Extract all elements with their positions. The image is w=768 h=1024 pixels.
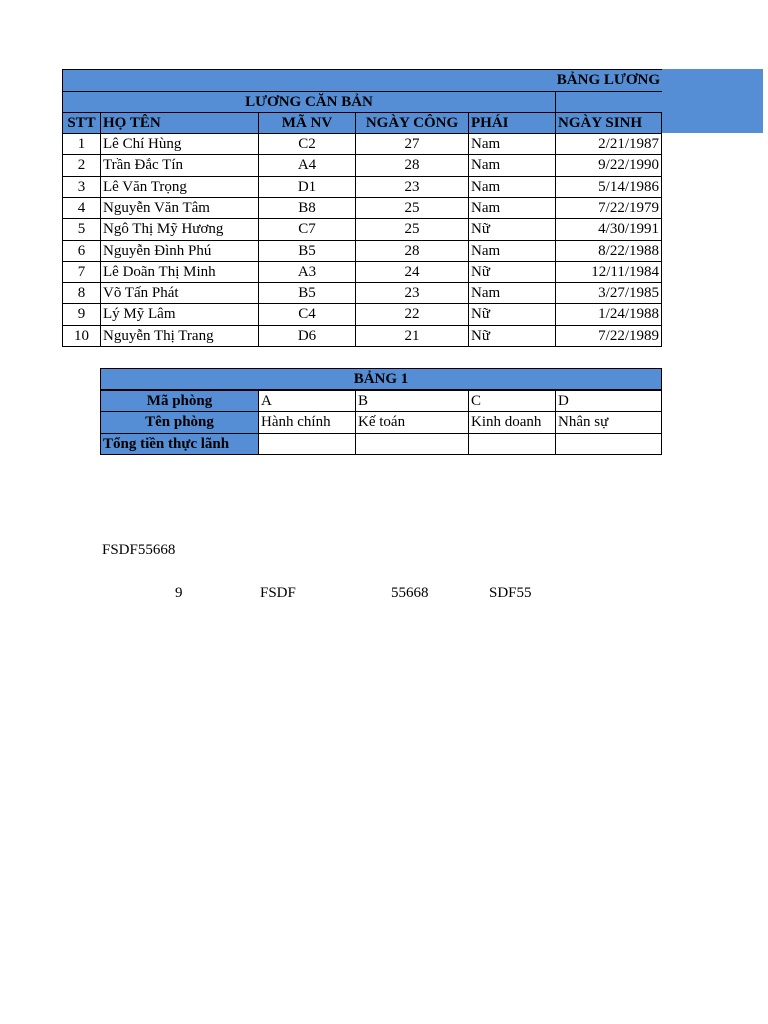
header-họ-tên[interactable]: HỌ TÊN — [100, 112, 258, 134]
salary-cell-r8-c6[interactable]: 3/27/1985 — [555, 282, 662, 304]
salary-subheader-cell[interactable]: LƯƠNG CĂN BẢN — [62, 91, 555, 113]
salary-cell-r10-c5[interactable]: Nữ — [468, 325, 555, 347]
salary-cell-r9-c1[interactable]: 9 — [62, 303, 100, 325]
salary-cell-r5-c6[interactable]: 4/30/1991 — [555, 218, 662, 240]
salary-cell-r1-c6[interactable]: 2/21/1987 — [555, 133, 662, 155]
salary-cell-r8-c5[interactable]: Nam — [468, 282, 555, 304]
salary-cell-r7-c1[interactable]: 7 — [62, 261, 100, 283]
table1-cell-r2-c3[interactable]: Kinh doanh — [468, 411, 555, 433]
salary-cell-r1-c5[interactable]: Nam — [468, 133, 555, 155]
salary-cell-r3-c4[interactable]: 23 — [355, 176, 468, 198]
table1-cell-r1-c1[interactable]: A — [258, 390, 355, 412]
salary-cell-r4-c3[interactable]: B8 — [258, 197, 355, 219]
salary-cell-r2-c2[interactable]: Trần Đắc Tín — [100, 154, 258, 176]
salary-cell-r10-c1[interactable]: 10 — [62, 325, 100, 347]
header-ngày-công[interactable]: NGÀY CÔNG — [355, 112, 468, 134]
salary-cell-r6-c6[interactable]: 8/22/1988 — [555, 240, 662, 262]
salary-cell-r1-c3[interactable]: C2 — [258, 133, 355, 155]
table1-cell-r3-c3[interactable] — [468, 433, 555, 455]
salary-cell-r2-c1[interactable]: 2 — [62, 154, 100, 176]
salary-cell-r9-c4[interactable]: 22 — [355, 303, 468, 325]
table1-cell-r2-c1[interactable]: Hành chính — [258, 411, 355, 433]
cell-right[interactable]: 55668 — [391, 585, 429, 601]
table1-cell-r1-c2[interactable]: B — [355, 390, 468, 412]
table1-cell-r1-c4[interactable]: D — [555, 390, 662, 412]
cell-mid[interactable]: SDF55 — [489, 585, 532, 601]
salary-cell-r6-c5[interactable]: Nam — [468, 240, 555, 262]
salary-cell-r5-c4[interactable]: 25 — [355, 218, 468, 240]
salary-cell-r2-c5[interactable]: Nam — [468, 154, 555, 176]
salary-cell-r8-c1[interactable]: 8 — [62, 282, 100, 304]
salary-cell-r2-c6[interactable]: 9/22/1990 — [555, 154, 662, 176]
salary-subheader-empty[interactable] — [555, 91, 662, 113]
salary-cell-r10-c3[interactable]: D6 — [258, 325, 355, 347]
salary-cell-r5-c2[interactable]: Ngô Thị Mỹ Hương — [100, 218, 258, 240]
salary-cell-r4-c6[interactable]: 7/22/1979 — [555, 197, 662, 219]
table1-cell-r2-c2[interactable]: Kế toán — [355, 411, 468, 433]
salary-cell-r1-c1[interactable]: 1 — [62, 133, 100, 155]
salary-cell-r9-c3[interactable]: C4 — [258, 303, 355, 325]
header-mã-nv[interactable]: MÃ NV — [258, 112, 355, 134]
salary-cell-r2-c4[interactable]: 28 — [355, 154, 468, 176]
table1-cell-r3-c4[interactable] — [555, 433, 662, 455]
cell-left[interactable]: FSDF — [260, 585, 296, 601]
salary-cell-r8-c3[interactable]: B5 — [258, 282, 355, 304]
salary-title-extension — [662, 69, 763, 133]
salary-cell-r3-c1[interactable]: 3 — [62, 176, 100, 198]
salary-cell-r4-c2[interactable]: Nguyễn Văn Tâm — [100, 197, 258, 219]
salary-cell-r9-c2[interactable]: Lý Mỹ Lâm — [100, 303, 258, 325]
salary-cell-r6-c4[interactable]: 28 — [355, 240, 468, 262]
salary-cell-r4-c5[interactable]: Nam — [468, 197, 555, 219]
salary-cell-r6-c3[interactable]: B5 — [258, 240, 355, 262]
salary-cell-r10-c6[interactable]: 7/22/1989 — [555, 325, 662, 347]
salary-cell-r9-c6[interactable]: 1/24/1988 — [555, 303, 662, 325]
salary-cell-r9-c5[interactable]: Nữ — [468, 303, 555, 325]
salary-cell-r7-c6[interactable]: 12/11/1984 — [555, 261, 662, 283]
salary-cell-r8-c2[interactable]: Võ Tấn Phát — [100, 282, 258, 304]
salary-cell-r7-c2[interactable]: Lê Doãn Thị Minh — [100, 261, 258, 283]
cell-text1[interactable]: FSDF55668 — [102, 542, 176, 558]
salary-cell-r6-c2[interactable]: Nguyễn Đình Phú — [100, 240, 258, 262]
salary-cell-r3-c3[interactable]: D1 — [258, 176, 355, 198]
table1-cell-r3-c1[interactable] — [258, 433, 355, 455]
header-stt[interactable]: STT — [62, 112, 100, 134]
salary-cell-r10-c2[interactable]: Nguyễn Thị Trang — [100, 325, 258, 347]
salary-cell-r1-c4[interactable]: 27 — [355, 133, 468, 155]
header-phái[interactable]: PHÁI — [468, 112, 555, 134]
salary-cell-r4-c4[interactable]: 25 — [355, 197, 468, 219]
salary-cell-r6-c1[interactable]: 6 — [62, 240, 100, 262]
salary-cell-r5-c1[interactable]: 5 — [62, 218, 100, 240]
salary-cell-r3-c5[interactable]: Nam — [468, 176, 555, 198]
table1-cell-r3-c2[interactable] — [355, 433, 468, 455]
table1-label-1[interactable]: Mã phòng — [100, 390, 258, 412]
salary-cell-r7-c3[interactable]: A3 — [258, 261, 355, 283]
salary-cell-r4-c1[interactable]: 4 — [62, 197, 100, 219]
header-ngày-sinh[interactable]: NGÀY SINH — [555, 112, 662, 134]
salary-cell-r7-c5[interactable]: Nữ — [468, 261, 555, 283]
table1-title-cell[interactable]: BẢNG 1 — [100, 368, 662, 390]
salary-cell-r5-c5[interactable]: Nữ — [468, 218, 555, 240]
salary-cell-r3-c2[interactable]: Lê Văn Trọng — [100, 176, 258, 198]
cell-num[interactable]: 9 — [175, 585, 183, 601]
table1-label-3[interactable]: Tổng tiền thực lãnh — [100, 433, 258, 455]
table1-cell-r2-c4[interactable]: Nhân sự — [555, 411, 662, 433]
table1-cell-r1-c3[interactable]: C — [468, 390, 555, 412]
salary-cell-r10-c4[interactable]: 21 — [355, 325, 468, 347]
salary-cell-r1-c2[interactable]: Lê Chí Hùng — [100, 133, 258, 155]
salary-cell-r5-c3[interactable]: C7 — [258, 218, 355, 240]
salary-cell-r3-c6[interactable]: 5/14/1986 — [555, 176, 662, 198]
salary-cell-r7-c4[interactable]: 24 — [355, 261, 468, 283]
salary-cell-r8-c4[interactable]: 23 — [355, 282, 468, 304]
salary-cell-r2-c3[interactable]: A4 — [258, 154, 355, 176]
table1-label-2[interactable]: Tên phòng — [100, 411, 258, 433]
salary-title-cell[interactable]: BẢNG LƯƠNG — [62, 69, 662, 91]
